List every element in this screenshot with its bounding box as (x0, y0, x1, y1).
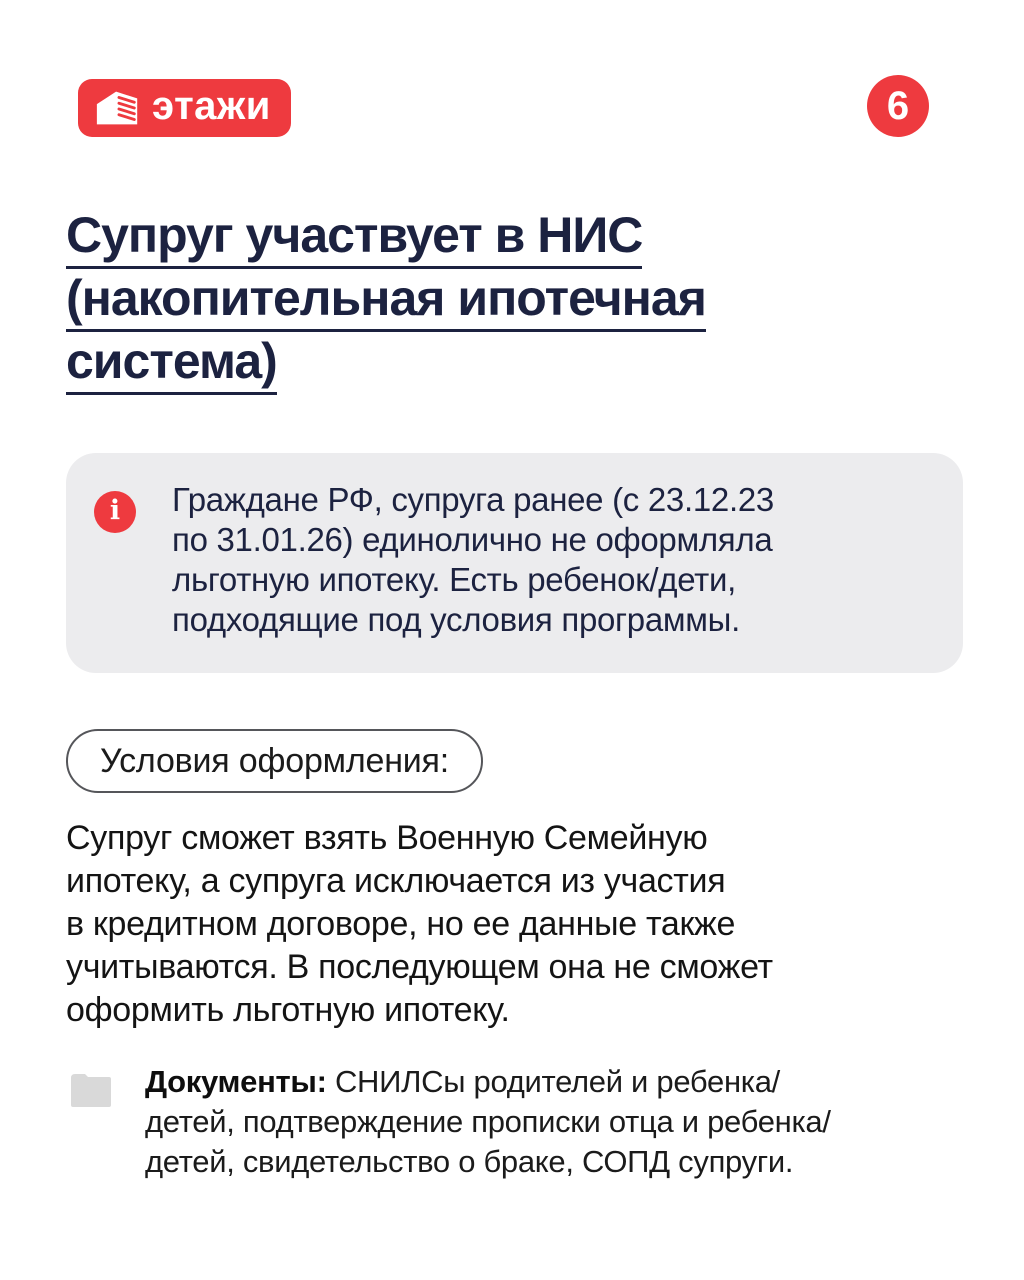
folder-icon (68, 1066, 114, 1110)
info-text-line: подходящие под условия программы. (172, 601, 740, 638)
documents-line-rest: СНИЛСы родителей и ребенка/ (326, 1064, 780, 1099)
page-title (66, 206, 706, 395)
documents-line: детей, подтверждение прописки отца и ребенка/ (145, 1104, 831, 1139)
documents-line (145, 1062, 831, 1102)
documents-section (145, 1062, 831, 1182)
documents-label: Документы: (145, 1064, 327, 1099)
info-text-line: Граждане РФ, супруга ранее (с 23.12.23 (172, 481, 774, 518)
info-text-line: льготную ипотеку. Есть ребенок/дети, (172, 561, 736, 598)
paragraph-line: в кредитном договоре, но ее данные также (66, 905, 736, 943)
conditions-pill (66, 729, 483, 793)
documents-line: детей, свидетельство о браке, СОПД супруги. (145, 1144, 794, 1179)
brand-logo-text: этажи (152, 84, 271, 128)
paragraph-line: Супруг сможет взять Военную Семейную (66, 819, 708, 857)
info-icon-glyph: i (109, 495, 121, 526)
paragraph-line: ипотеку, а супруга исключается из участия (66, 862, 726, 900)
conditions-paragraph (66, 817, 773, 1032)
conditions-pill-label: Условия оформления: (100, 741, 450, 780)
info-icon (94, 491, 136, 533)
page-title-line: (накопительная ипотечная (66, 269, 706, 332)
info-text-line: по 31.01.26) единолично не оформляла (172, 521, 773, 558)
paragraph-line: учитываются. В последующем она не сможет (66, 948, 773, 986)
info-callout-text (172, 480, 774, 640)
page-number: 6 (886, 83, 910, 128)
page-number-badge (867, 75, 929, 137)
paragraph-line: оформить льготную ипотеку. (66, 991, 510, 1029)
brand-logo (78, 79, 291, 137)
info-callout-box (66, 453, 963, 673)
house-icon (94, 88, 142, 128)
page-title-line: система) (66, 332, 277, 395)
page-title-line: Супруг участвует в НИС (66, 206, 642, 269)
